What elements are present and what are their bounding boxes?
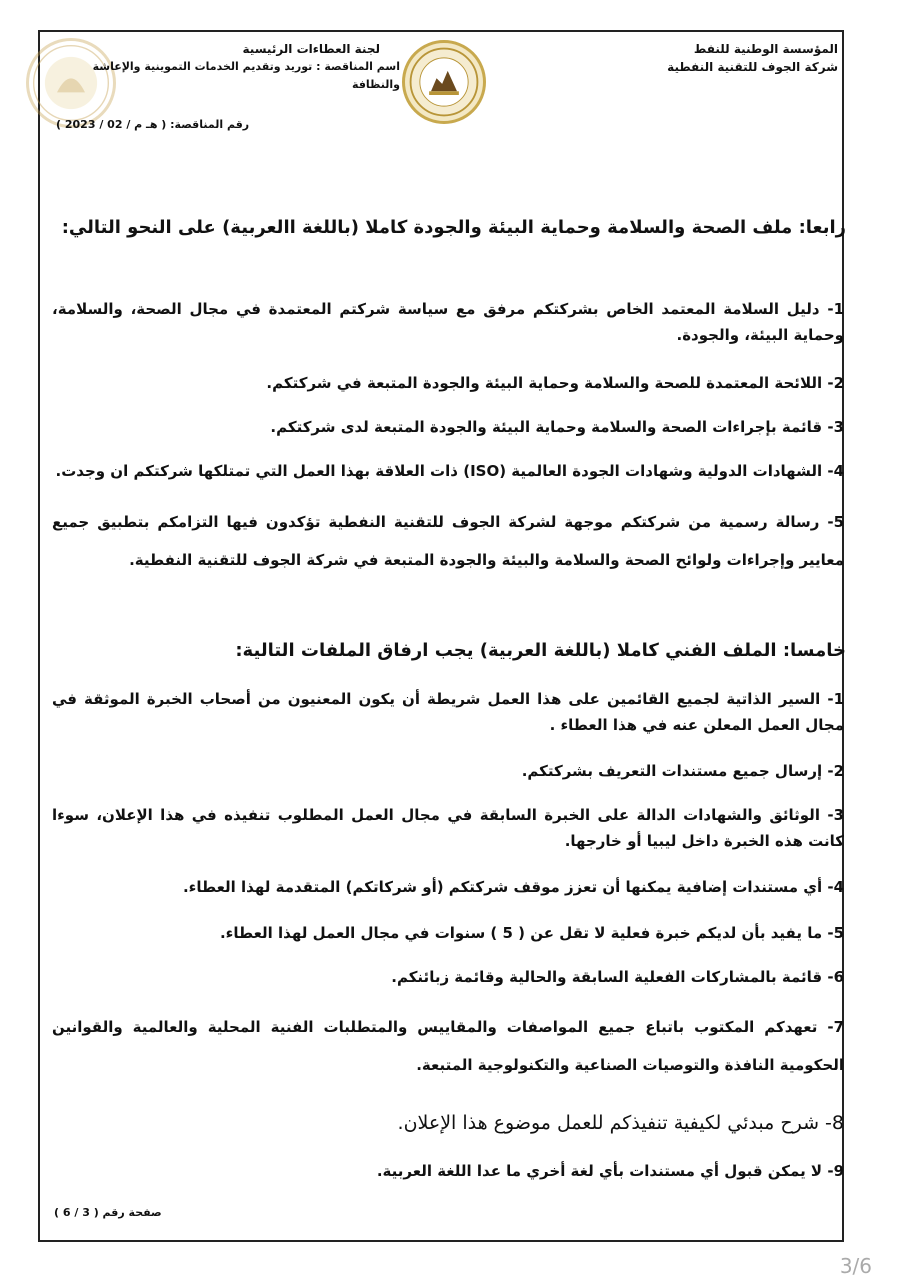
section5-item-7: 7- تعهدكم المكتوب باتباع جميع المواصفات والمقاييس والمتطلبات الفنية المحلية والعالمية والقوانين الحكومية النافذة والتوصيات الصناعية والتكنولوجية المتبعة.: [52, 1018, 844, 1074]
page-number-label: صفحة رقم ( 3 / 6 ): [54, 1206, 162, 1219]
section5-item-6: 6- قائمة بالمشاركات الفعلية السابقة والحالية وقائمة زبائنكم.: [391, 968, 844, 986]
committee-name: لجنة العطاءات الرئيسية: [242, 42, 380, 56]
tender-number: رقم المناقصة: ( هـ م / 02 / 2023 ): [56, 118, 250, 131]
section4-item-5: 5- رسالة رسمية من شركتكم موجهة لشركة الجوف للتقنية النفطية تؤكدون فيها التزامكم بتطبيق جميع معايير وإجراءات ولوائح الصحة والسلامة والبيئة والجودة المتبعة في شركة الجوف للتقنية النفطية.: [52, 513, 844, 569]
section5-title-wrap: [52, 637, 846, 665]
section5-item-4: 4- أي مستندات إضافية يمكنها أن تعزز موقف شركتكم (أو شركاتكم) المتقدمة لهذا العطاء.: [182, 878, 844, 896]
section4-title-wrap: [52, 214, 846, 242]
company-name: شركة الجوف للتقنية النفطية: [667, 60, 838, 74]
section5-item-3: 3- الوثائق والشهادات الدالة على الخبرة السابقة في مجال العمل المطلوب تنفيذه في هذا الإعلان، سوءا كانت هذه الخبرة داخل ليبيا أو خارجها.: [52, 806, 844, 850]
section5-title: خامسا: الملف الفني كاملا (باللغة العربية) يجب ارفاق الملفات التالية:: [235, 640, 846, 661]
section4-item-2: 2- اللائحة المعتمدة للصحة والسلامة وحماية البيئة والجودة المتبعة في شركتكم.: [266, 374, 844, 392]
company-logo: [402, 40, 486, 124]
tender-name: اسم المناقصة : توريد وتقديم الخدمات التموينية والإعاشة والنظافة: [92, 60, 400, 91]
section5-item-9: 9- لا يمكن قبول أي مستندات بأي لغة أخري ما عدا اللغة العربية.: [376, 1162, 844, 1180]
institution-name: المؤسسة الوطنية للنفط: [693, 42, 838, 56]
section5-item-1: 1- السير الذاتية لجميع القائمين على هذا العمل شريطة أن يكون المعنيون من أصحاب الخبرة الموثقة في مجال العمل المعلن عنه في هذا العطاء .: [52, 690, 844, 734]
header-company-block: [667, 40, 838, 76]
section5-item-2: 2- إرسال جميع مستندات التعريف بشركتكم.: [521, 762, 844, 780]
section5-item-8: 8- شرح مبدئي لكيفية تنفيذكم للعمل موضوع هذا الإعلان.: [397, 1112, 844, 1134]
section4-item-3: 3- قائمة بإجراءات الصحة والسلامة وحماية البيئة والجودة المتبعة لدى شركتكم.: [270, 418, 844, 436]
section4-title: رابعا: ملف الصحة والسلامة وحماية البيئة والجودة كاملا (باللغة االعربية) على النحو التالي:: [61, 217, 846, 238]
section4-item-4: 4- الشهادات الدولية وشهادات الجودة العالمية (ISO) ذات العلاقة بهذا العمل التي تمتلكها شركتكم ان وجدت.: [55, 462, 844, 480]
viewer-page-counter: 3/6: [839, 1254, 872, 1278]
section4-item-1: 1- دليل السلامة المعتمد الخاص بشركتكم مرفق مع سياسة شركتم المعتمدة في مجال الصحة، والسلامة، وحماية البيئة، والجودة.: [52, 300, 844, 344]
header-tender-block: [52, 40, 400, 131]
section5-item-5: 5- ما يفيد بأن لديكم خبرة فعلية لا تقل عن ( 5 ) سنوات في مجال العمل لهذا العطاء.: [219, 924, 844, 942]
